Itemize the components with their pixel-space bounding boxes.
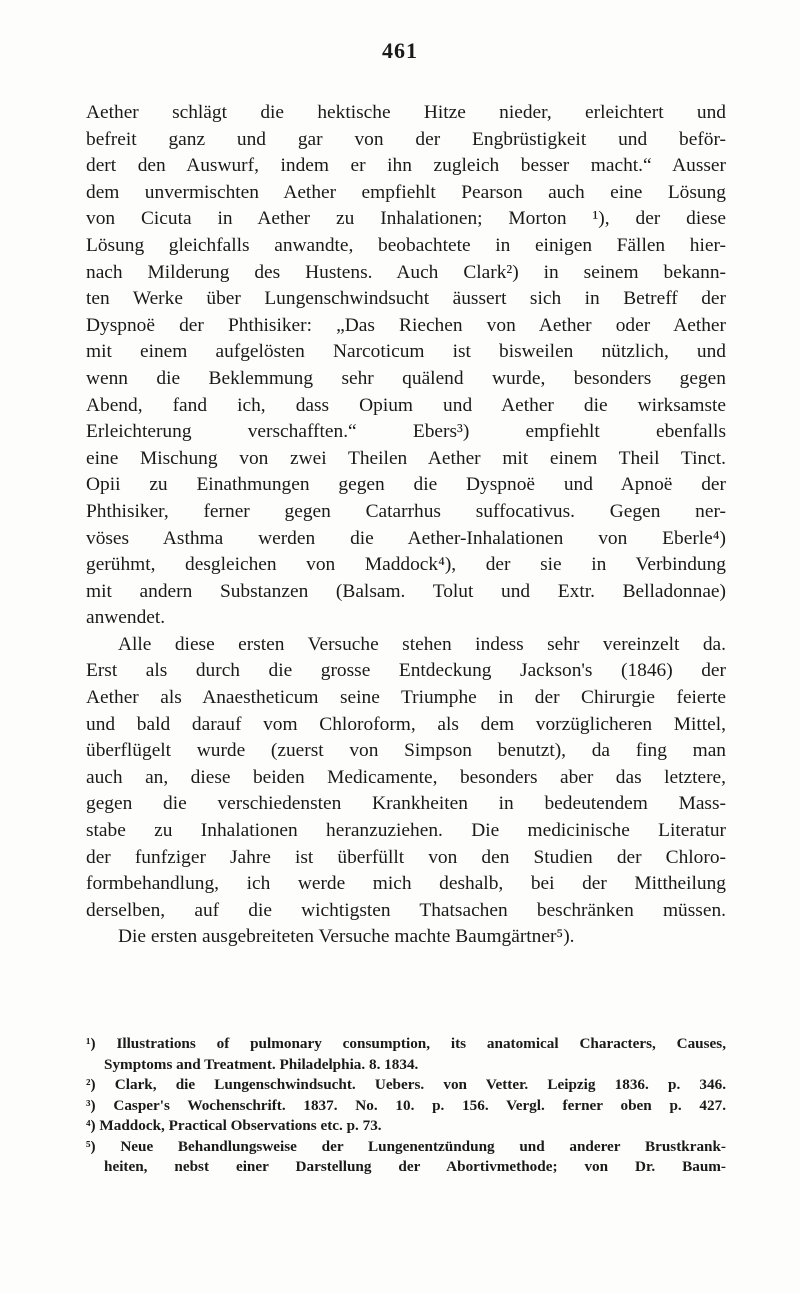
text-line: Lösung gleichfalls anwandte, beobachtete in einigen Fällen hier- [86, 234, 726, 256]
text-line: eine Mischung von zwei Theilen Aether mit einem Theil Tinct. [86, 447, 726, 469]
text-line: Aether schlägt die hektische Hitze nieder, erleichtert und [86, 102, 726, 123]
text-line: überflügelt wurde (zuerst von Simpson benutzt), da fing man [86, 740, 726, 762]
footnote-line: ²) Clark, die Lungenschwindsucht. Uebers. von Vetter. Leipzig 1836. p. 346. [86, 1076, 726, 1093]
text-line: stabe zu Inhalationen heranzuziehen. Die medicinische Literatur [86, 820, 726, 842]
text-line: gegen die verschiedensten Krankheiten in bedeutendem Mass- [86, 793, 726, 815]
text-line: Aether als Anaestheticum seine Triumphe in der Chirurgie feierte [86, 687, 726, 709]
footnote-line: ³) Casper's Wochenschrift. 1837. No. 10. p. 156. Vergl. ferner oben p. 427. [86, 1096, 726, 1114]
text-line: nach Milderung des Hustens. Auch Clark²) in seinem bekann- [86, 261, 726, 283]
text-line: Dyspnoë der Phthisiker: „Das Riechen von Aether oder Aether [86, 314, 726, 336]
text-line: und bald darauf vom Chloroform, als dem vorzüglicheren Mittel, [86, 713, 726, 735]
text-line: Erst als durch die grosse Entdeckung Jackson's (1846) der [86, 660, 726, 682]
text-line: formbehandlung, ich werde mich deshalb, bei der Mittheilung [86, 873, 726, 895]
footnote-line: ⁵) Neue Behandlungsweise der Lungenentzündung und anderer Brustkrank- [86, 1137, 726, 1155]
text-line: Erleichterung verschafften.“ Ebers³) empfiehlt ebenfalls [86, 421, 726, 443]
text-line: vöses Asthma werden die Aether-Inhalationen von Eberle⁴) [86, 527, 726, 549]
text-line: Alle diese ersten Versuche stehen indess sehr vereinzelt da. [118, 633, 726, 655]
text-line: anwendet. [86, 607, 166, 629]
text-line: der funfziger Jahre ist überfüllt von den Studien der Chloro- [86, 846, 726, 868]
text-line: ten Werke über Lungenschwindsucht äussert sich in Betreff der [86, 288, 726, 310]
text-line: mit einem aufgelösten Narcoticum ist bisweilen nützlich, und [86, 341, 726, 363]
text-line: wenn die Beklemmung sehr quälend wurde, besonders gegen [86, 367, 726, 389]
text-line: dert den Auswurf, indem er ihn zugleich besser macht.“ Ausser [86, 155, 726, 177]
footnote-line: ⁴) Maddock, Practical Observations etc. p. 73. [86, 1117, 382, 1134]
text-line: befreit ganz und gar von der Engbrüstigkeit und beför- [86, 128, 726, 150]
page-number: 461 [382, 38, 418, 63]
text-line: von Cicuta in Aether zu Inhalationen; Morton ¹), der diese [86, 208, 726, 230]
footnotes [86, 1034, 726, 1178]
text-line: Phthisiker, ferner gegen Catarrhus suffocativus. Gegen ner- [86, 500, 726, 522]
body-text [86, 100, 726, 951]
text-line: dem unvermischten Aether empfiehlt Pearson auch eine Lösung [86, 181, 726, 203]
text-line: gerühmt, desgleichen von Maddock⁴), der sie in Verbindung [86, 554, 726, 576]
text-line: Abend, fand ich, dass Opium und Aether die wirksamste [86, 394, 726, 416]
footnote-line: heiten, nebst einer Darstellung der Abortivmethode; von Dr. Baum- [104, 1158, 726, 1175]
text-line: Opii zu Einathmungen gegen die Dyspnoë und Apnoë der [86, 474, 726, 496]
text-line: derselben, auf die wichtigsten Thatsachen beschränken müssen. [86, 899, 726, 921]
text-line: auch an, diese beiden Medicamente, besonders aber das letztere, [86, 766, 726, 788]
footnote-line: Symptoms and Treatment. Philadelphia. 8. 1834. [104, 1055, 419, 1073]
text-line: mit andern Substanzen (Balsam. Tolut und Extr. Belladonnae) [86, 580, 726, 602]
footnote-line: ¹) Illustrations of pulmonary consumption, its anatomical Characters, Causes, [86, 1035, 726, 1052]
text-line: Die ersten ausgebreiteten Versuche machte Baumgärtner⁵). [118, 926, 575, 948]
